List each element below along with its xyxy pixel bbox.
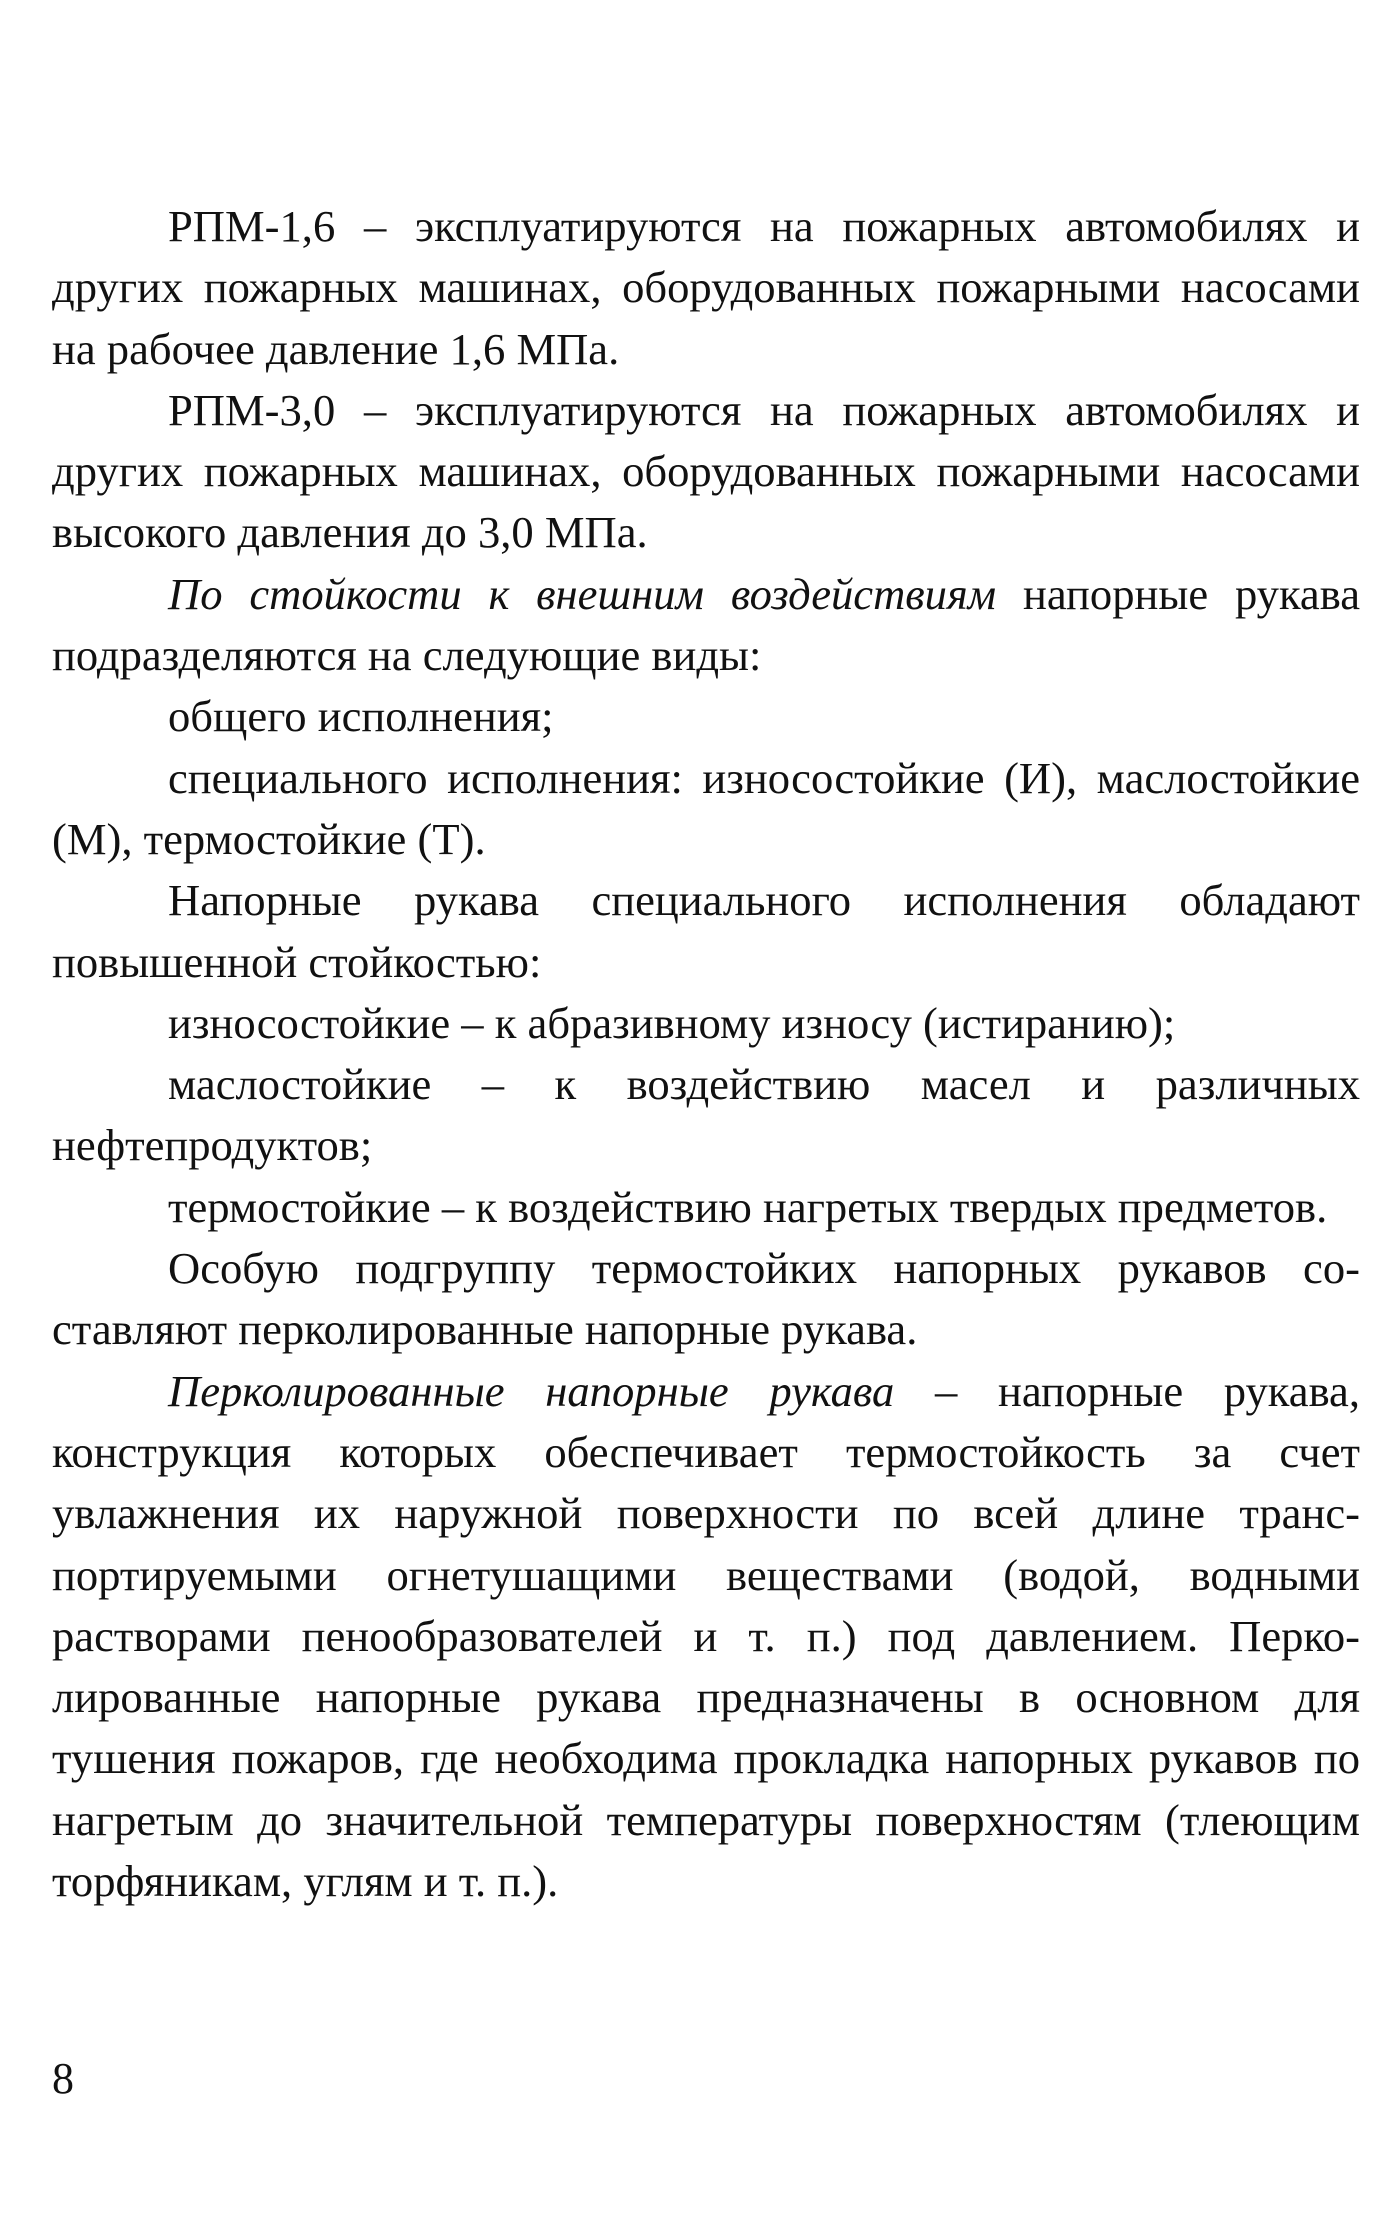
paragraph-rpm-1-6: РПМ-1,6 – эксплуатируются на пожарных автомобилях и других пожарных машинах, оборудованных пожарными насосами на рабочее давление 1,6 МПа.: [52, 201, 1360, 374]
paragraph-resistance-intro: [52, 564, 1360, 687]
paragraph-percolated-subgroup: Особую подгруппу термостойких напорных рукавов составляют перколированные напорные рукава.: [52, 1243, 1360, 1355]
list-item-oil-resistant: маслостойкие – к воздействию масел и различных нефтепродуктов;: [52, 1059, 1360, 1171]
paragraph-special-resistance: Напорные рукава специального исполнения обладают повышенной стойкостью:: [52, 875, 1360, 987]
paragraph-rpm-3-0: РПМ-3,0 – эксплуатируются на пожарных автомобилях и других пожарных машинах, оборудованных пожарными насосами высокого давления до 3,0 МПа.: [52, 384, 1360, 558]
list-item-wear-resistant: износостойкие – к абразивному износу (истиранию);: [168, 997, 1176, 1048]
page-body: [52, 196, 1360, 1912]
list-item-special: специального исполнения: износостойкие (И), маслостойкие (М), термостойкие (Т).: [52, 752, 1360, 864]
paragraph-resistance-intro-rest: напорные рукава подразделяются на следующие виды:: [52, 568, 1360, 681]
italic-term-percolated: Перколированные напорные рукава: [168, 1365, 895, 1416]
paragraph-percolated-definition-rest: – напорные рукава, конструкция которых обеспечивает термостойкость за счет увлажнения их наружной поверхности по всей длине транспортируемыми огнетушащими веществами (водой, водными растворами пенообразователей и т. п.) под давлением. Перколированные напорные рукава предназначены в основном для тушения пожаров, где необходима прокладка напорных рукавов по нагретым до значительной температуры поверхностям (тлеющим торфяникам, углям и т. п.).: [52, 1365, 1360, 1907]
list-item-general: общего исполнения;: [168, 691, 554, 742]
list-item-heat-resistant: термостойкие – к воздействию нагретых твердых предметов.: [168, 1181, 1328, 1232]
paragraph-percolated-definition: [52, 1361, 1360, 1913]
italic-term-resistance: По стойкости к внешним воздействиям: [168, 568, 997, 619]
page-number: 8: [52, 2054, 74, 2103]
